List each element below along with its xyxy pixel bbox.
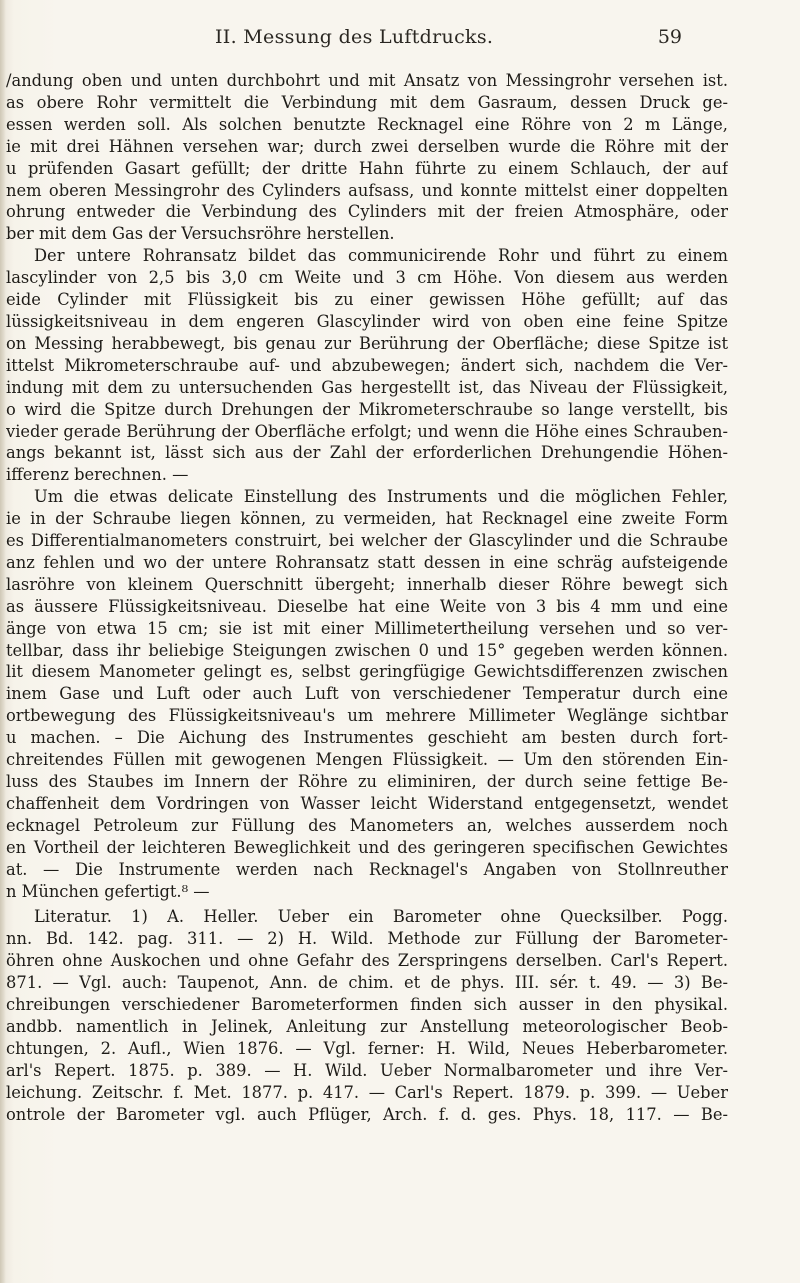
text-line: ortbewegung des Flüssigkeitsniveau's um mehrere Millimeter Weglänge sichtbar xyxy=(6,706,728,726)
text-line: arl's Repert. 1875. p. 389. — H. Wild. Ueber Normalbarometer und ihre Ver- xyxy=(6,1060,728,1080)
text-line: lascylinder von 2,5 bis 3,0 cm Weite und 3 cm Höhe. Von diesem aus werden xyxy=(6,268,728,288)
text-line: /andung oben und unten durchbohrt und mit Ansatz von Messingrohr versehen ist. xyxy=(6,71,728,90)
text-line: öhren ohne Auskochen und ohne Gefahr des Zerspringens derselben. Carl's Repert. xyxy=(6,951,728,971)
text-line: ifferenz berechnen. — xyxy=(6,465,189,485)
text-line: en Vortheil der leichteren Beweglichkeit und des geringeren specifischen Gewichtes xyxy=(6,837,728,857)
paragraph-literatur xyxy=(6,906,728,1125)
text-line: u prüfenden Gasart gefüllt; der dritte Hahn führte zu einem Schlauch, der auf xyxy=(6,158,728,178)
text-line: lüssigkeitsniveau in dem engeren Glascylinder wird von oben eine feine Spitze xyxy=(6,311,728,331)
text-line: at. — Die Instrumente werden nach Recknagel's Angaben von Stollnreuther xyxy=(6,859,728,879)
text-line: lit diesem Manometer gelingt es, selbst geringfügige Gewichtsdifferenzen zwischen xyxy=(6,662,728,682)
text-line: anz fehlen und wo der untere Rohransatz statt dessen in eine schräg aufsteigende xyxy=(6,552,728,572)
text-line: vieder gerade Berührung der Oberfläche erfolgt; und wenn die Höhe eines Schrauben- xyxy=(6,421,728,441)
text-line: eide Cylinder mit Flüssigkeit bis zu einer gewissen Höhe gefüllt; auf das xyxy=(6,290,728,310)
running-title: II. Messung des Luftdrucks. xyxy=(215,26,494,48)
text-line: angs bekannt ist, lässt sich aus der Zahl der erforderlichen Drehungendie Höhen- xyxy=(6,443,728,463)
text-line: leichung. Zeitschr. f. Met. 1877. p. 417. — Carl's Repert. 1879. p. 399. — Ueber xyxy=(6,1082,728,1102)
text-line: nem oberen Messingrohr des Cylinders aufsass, und konnte mittelst einer doppelten xyxy=(6,180,728,200)
text-line: tellbar, dass ihr beliebige Steigungen zwischen 0 und 15° gegeben werden können. xyxy=(6,640,728,660)
text-line: indung mit dem zu untersuchenden Gas hergestellt ist, das Niveau der Flüssigkeit, xyxy=(6,377,728,397)
text-line: on Messing herabbewegt, bis genau zur Berührung der Oberfläche; diese Spitze ist xyxy=(6,333,728,353)
text-line: ontrole der Barometer vgl. auch Pflüger, Arch. f. d. ges. Phys. 18, 117. — Be- xyxy=(6,1104,728,1124)
paragraph-differentialmanometer xyxy=(6,486,728,902)
text-line: es Differentialmanometers construirt, bei welcher der Glascylinder und die Schraube xyxy=(6,531,728,551)
text-line: Der untere Rohransatz bildet das communicirende Rohr und führt zu einem xyxy=(34,246,728,266)
text-line: as äussere Flüssigkeitsniveau. Dieselbe hat eine Weite von 3 bis 4 mm und eine xyxy=(6,596,728,616)
text-line: o wird die Spitze durch Drehungen der Mikrometerschraube so lange verstellt, bis xyxy=(6,399,728,419)
paragraph-apparatus-description xyxy=(6,70,728,245)
text-line: änge von etwa 15 cm; sie ist mit einer Millimetertheilung versehen und so ver- xyxy=(6,618,728,638)
text-line: Literatur. 1) A. Heller. Ueber ein Barometer ohne Quecksilber. Pogg. xyxy=(34,907,728,927)
text-line: lasröhre von kleinem Querschnitt übergeht; innerhalb dieser Röhre bewegt sich xyxy=(6,574,728,594)
text-line: nn. Bd. 142. pag. 311. — 2) H. Wild. Methode zur Füllung der Barometer- xyxy=(6,929,728,949)
text-line: ie mit drei Hähnen versehen war; durch zwei derselben wurde die Röhre mit der xyxy=(6,136,728,156)
text-line: Um die etwas delicate Einstellung des Instruments und die möglichen Fehler, xyxy=(34,487,728,507)
text-line: chaffenheit dem Vordringen von Wasser leicht Widerstand entgegensetzt, wendet xyxy=(6,793,728,813)
text-line: luss des Staubes im Innern der Röhre zu eliminiren, der durch seine fettige Be- xyxy=(6,772,728,791)
page-number: 59 xyxy=(657,26,682,48)
text-line: n München gefertigt.⁸ — xyxy=(6,881,210,901)
text-line: inem Gase und Luft oder auch Luft von verschiedener Temperatur durch eine xyxy=(6,684,728,704)
text-line: ber mit dem Gas der Versuchsröhre herstellen. xyxy=(6,224,395,244)
text-line: ittelst Mikrometerschraube auf- und abzubewegen; ändert sich, nachdem die Ver- xyxy=(6,355,728,375)
body-text xyxy=(6,70,728,1126)
text-line: chreibungen verschiedener Barometerformen finden sich ausser in den physikal. xyxy=(6,995,728,1015)
text-line: ie in der Schraube liegen können, zu vermeiden, hat Recknagel eine zweite Form xyxy=(6,509,728,529)
text-line: chtungen, 2. Aufl., Wien 1876. — Vgl. ferner: H. Wild, Neues Heberbarometer. xyxy=(6,1038,728,1058)
text-line: 871. — Vgl. auch: Taupenot, Ann. de chim. et de phys. III. sér. t. 49. — 3) Be- xyxy=(6,973,728,993)
text-line: u machen. – Die Aichung des Instrumentes geschieht am besten durch fort- xyxy=(6,728,728,748)
text-line: chreitendes Füllen mit gewogenen Mengen Flüssigkeit. — Um den störenden Ein- xyxy=(6,750,728,770)
text-line: andbb. namentlich in Jelinek, Anleitung zur Anstellung meteorologischer Beob- xyxy=(6,1016,728,1036)
paragraph-rohransatz xyxy=(6,245,728,486)
text-line: essen werden soll. Als solchen benutzte Recknagel eine Röhre von 2 m Länge, xyxy=(6,114,728,134)
text-line: as obere Rohr vermittelt die Verbindung mit dem Gasraum, dessen Druck ge- xyxy=(6,92,728,112)
text-line: ecknagel Petroleum zur Füllung des Manometers an, welches ausserdem noch xyxy=(6,815,728,835)
text-line: ohrung entweder die Verbindung des Cylinders mit der freien Atmosphäre, oder xyxy=(6,202,728,222)
running-header xyxy=(0,26,800,56)
